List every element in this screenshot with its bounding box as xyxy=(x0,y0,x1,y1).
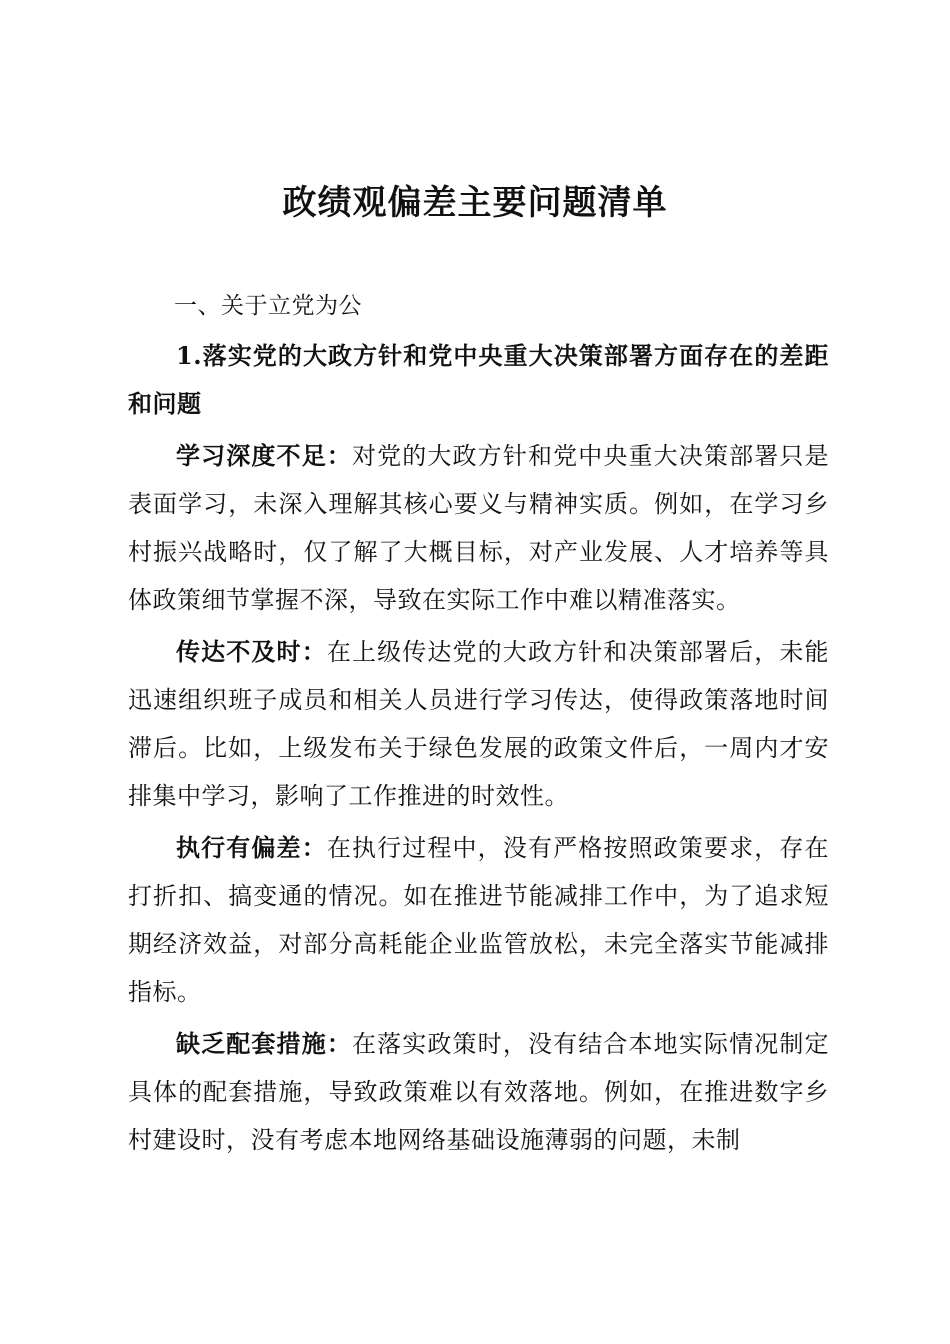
document-body xyxy=(128,282,829,1168)
paragraph-study-depth xyxy=(128,432,829,624)
paragraph-lead: 学习深度不足： xyxy=(176,441,352,470)
paragraph-text: 在落实政策时，没有结合本地实际情况制定具体的配套措施，导致政策难以有效落地。例如，在推进数字乡村建设时，没有考虑本地网络基础设施薄弱的问题，未制 xyxy=(128,1030,830,1154)
subheading: 1.落实党的大政方针和党中央重大决策部署方面存在的差距和问题 xyxy=(128,341,829,418)
paragraph-lead: 传达不及时： xyxy=(176,637,327,666)
paragraph-lead: 执行有偏差： xyxy=(176,833,327,862)
paragraph-execution-deviation xyxy=(128,824,829,1016)
section-heading: 一、关于立党为公 xyxy=(174,293,362,319)
paragraph-delayed-communication xyxy=(128,628,829,820)
paragraph-lead: 缺乏配套措施： xyxy=(176,1029,352,1058)
paragraph-lack-of-measures xyxy=(128,1020,829,1164)
document-title: 政绩观偏差主要问题清单 xyxy=(282,183,668,223)
paragraph-text: 在执行过程中，没有严格按照政策要求，存在打折扣、搞变通的情况。如在推进节能减排工作中，为了追求短期经济效益，对部分高耗能企业监管放松，未完全落实节能减排指标。 xyxy=(128,834,830,1006)
paragraph-text: 对党的大政方针和党中央重大决策部署只是表面学习，未深入理解其核心要义与精神实质。例如，在学习乡村振兴战略时，仅了解了大概目标，对产业发展、人才培养等具体政策细节掌握不深，导致在实际工作中难以精准落实。 xyxy=(128,442,830,614)
paragraph-text: 在上级传达党的大政方针和决策部署后，未能迅速组织班子成员和相关人员进行学习传达，使得政策落地时间滞后。比如，上级发布关于绿色发展的政策文件后，一周内才安排集中学习，影响了工作推进的时效性。 xyxy=(128,638,830,810)
